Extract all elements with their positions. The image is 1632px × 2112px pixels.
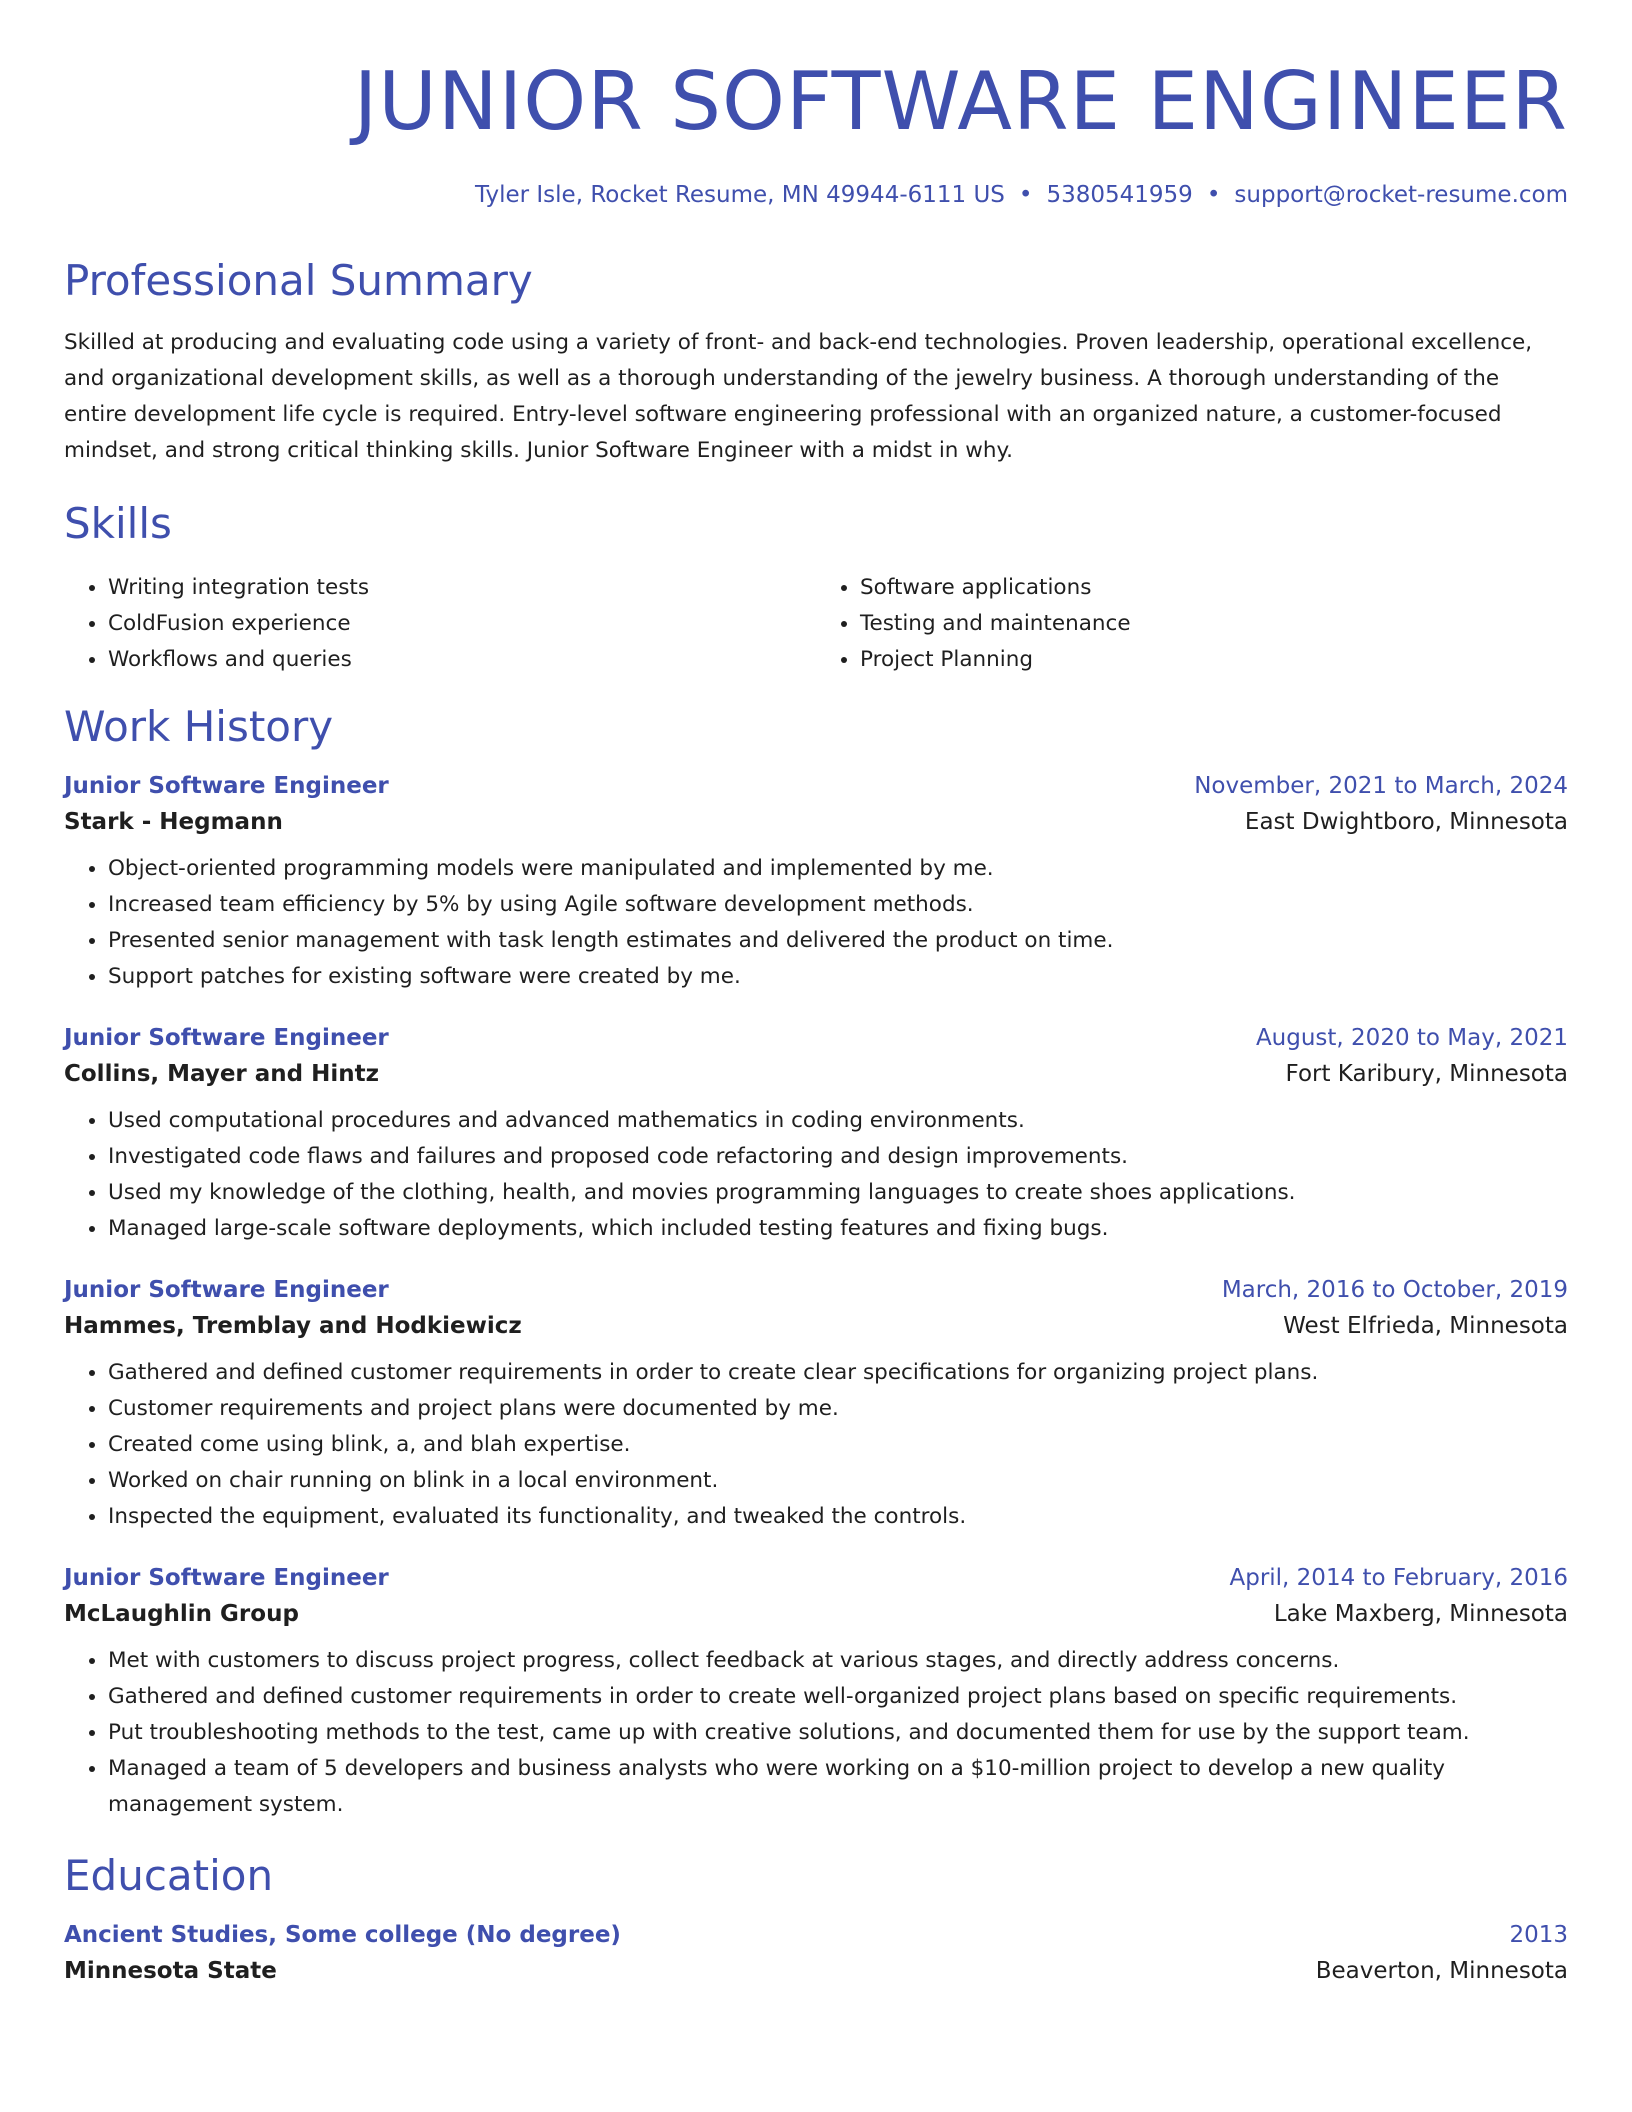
contact-email[interactable]: support@rocket-resume.com <box>1234 182 1568 208</box>
skill-item: • Software applications <box>860 570 1568 606</box>
contact-line <box>64 182 1568 208</box>
job-entry <box>64 1277 1568 1535</box>
skills-left-list <box>64 570 816 678</box>
education-section <box>64 1851 1568 1984</box>
job-bullet: • Put troubleshooting methods to the test, came up with creative solutions, and documented them for use by the support team. <box>108 1715 1568 1751</box>
resume-title: JUNIOR SOFTWARE ENGINEER <box>353 55 1568 148</box>
contact-phone: 5380541959 <box>1046 182 1193 208</box>
job-dates: November, 2021 to March, 2024 <box>1194 773 1568 799</box>
job-entry <box>64 773 1568 995</box>
separator-dot: • <box>1206 182 1221 208</box>
job-bullets <box>64 1643 1568 1823</box>
job-bullet: • Gathered and defined customer requirements in order to create clear specifications for organizing project plans. <box>108 1355 1568 1391</box>
job-bullet: • Support patches for existing software were created by me. <box>108 959 1568 995</box>
job-location: West Elfrieda, Minnesota <box>1283 1313 1568 1339</box>
job-bullets <box>64 851 1568 995</box>
separator-dot: • <box>1018 182 1033 208</box>
job-company: McLaughlin Group <box>64 1601 299 1627</box>
job-bullet: • Managed a team of 5 developers and business analysts who were working on a $10-million project to develop a new quality management system. <box>108 1751 1568 1823</box>
skills-heading: Skills <box>64 499 172 548</box>
job-bullet: • Used my knowledge of the clothing, health, and movies programming languages to create shoes applications. <box>108 1175 1568 1211</box>
education-entry <box>64 1922 1568 1984</box>
work-history-section <box>64 702 1568 1823</box>
education-school: Minnesota State <box>64 1958 277 1984</box>
job-location: Lake Maxberg, Minnesota <box>1273 1601 1568 1627</box>
work-history-heading: Work History <box>64 702 334 751</box>
education-heading: Education <box>64 1851 274 1900</box>
job-bullet: • Customer requirements and project plans were documented by me. <box>108 1391 1568 1427</box>
job-title: Junior Software Engineer <box>64 1277 389 1303</box>
skills-columns <box>64 570 1568 678</box>
job-location: East Dwightboro, Minnesota <box>1244 809 1568 835</box>
job-bullet: • Gathered and defined customer requirements in order to create well-organized project plans based on specific requirements. <box>108 1679 1568 1715</box>
education-year: 2013 <box>1509 1922 1568 1948</box>
job-title: Junior Software Engineer <box>64 1025 389 1051</box>
job-title: Junior Software Engineer <box>64 1565 389 1591</box>
job-bullet: • Inspected the equipment, evaluated its functionality, and tweaked the controls. <box>108 1499 1568 1535</box>
summary-section <box>64 256 1568 469</box>
job-bullet: • Worked on chair running on blink in a local environment. <box>108 1463 1568 1499</box>
job-bullet: • Investigated code flaws and failures and proposed code refactoring and design improvements. <box>108 1139 1568 1175</box>
job-location: Fort Karibury, Minnesota <box>1285 1061 1568 1087</box>
job-bullet: • Increased team efficiency by 5% by using Agile software development methods. <box>108 887 1568 923</box>
contact-address: Tyler Isle, Rocket Resume, MN 49944-6111 US <box>475 182 1005 208</box>
skill-item: • Workflows and queries <box>108 642 816 678</box>
job-entry <box>64 1565 1568 1823</box>
job-bullet: • Used computational procedures and advanced mathematics in coding environments. <box>108 1103 1568 1139</box>
education-location: Beaverton, Minnesota <box>1315 1958 1568 1984</box>
job-entry <box>64 1025 1568 1247</box>
job-bullet: • Managed large-scale software deployments, which included testing features and fixing bugs. <box>108 1211 1568 1247</box>
summary-text: Skilled at producing and evaluating code using a variety of front- and back-end technologies. Proven leadership, operational excellence, and organizational development skills, as well as a thorough understanding of the jewelry business. A thorough understanding of the entire development life cycle is required. Entry-level software engineering professional with an organized nature, a customer-focused mindset, and strong critical thinking skills. Junior Software Engineer with a midst in why. <box>64 330 1533 463</box>
skill-item: • Project Planning <box>860 642 1568 678</box>
skill-item: • ColdFusion experience <box>108 606 816 642</box>
job-company: Hammes, Tremblay and Hodkiewicz <box>64 1313 522 1339</box>
job-bullet: • Object-oriented programming models were manipulated and implemented by me. <box>108 851 1568 887</box>
job-bullet: • Created come using blink, a, and blah expertise. <box>108 1427 1568 1463</box>
skills-section <box>64 499 1568 678</box>
education-degree: Ancient Studies, Some college (No degree) <box>64 1922 621 1948</box>
job-title: Junior Software Engineer <box>64 773 389 799</box>
job-bullet: • Met with customers to discuss project progress, collect feedback at various stages, and directly address concerns. <box>108 1643 1568 1679</box>
skill-item: • Testing and maintenance <box>860 606 1568 642</box>
job-bullets <box>64 1103 1568 1247</box>
job-company: Stark - Hegmann <box>64 809 283 835</box>
skills-right-list <box>816 570 1568 678</box>
skill-item: • Writing integration tests <box>108 570 816 606</box>
job-dates: March, 2016 to October, 2019 <box>1221 1277 1568 1303</box>
job-dates: August, 2020 to May, 2021 <box>1255 1025 1568 1051</box>
job-company: Collins, Mayer and Hintz <box>64 1061 380 1087</box>
job-bullets <box>64 1355 1568 1535</box>
job-bullet: • Presented senior management with task length estimates and delivered the product on time. <box>108 923 1568 959</box>
job-dates: April, 2014 to February, 2016 <box>1229 1565 1568 1591</box>
resume-page <box>64 56 1568 1984</box>
summary-heading: Professional Summary <box>64 256 533 305</box>
